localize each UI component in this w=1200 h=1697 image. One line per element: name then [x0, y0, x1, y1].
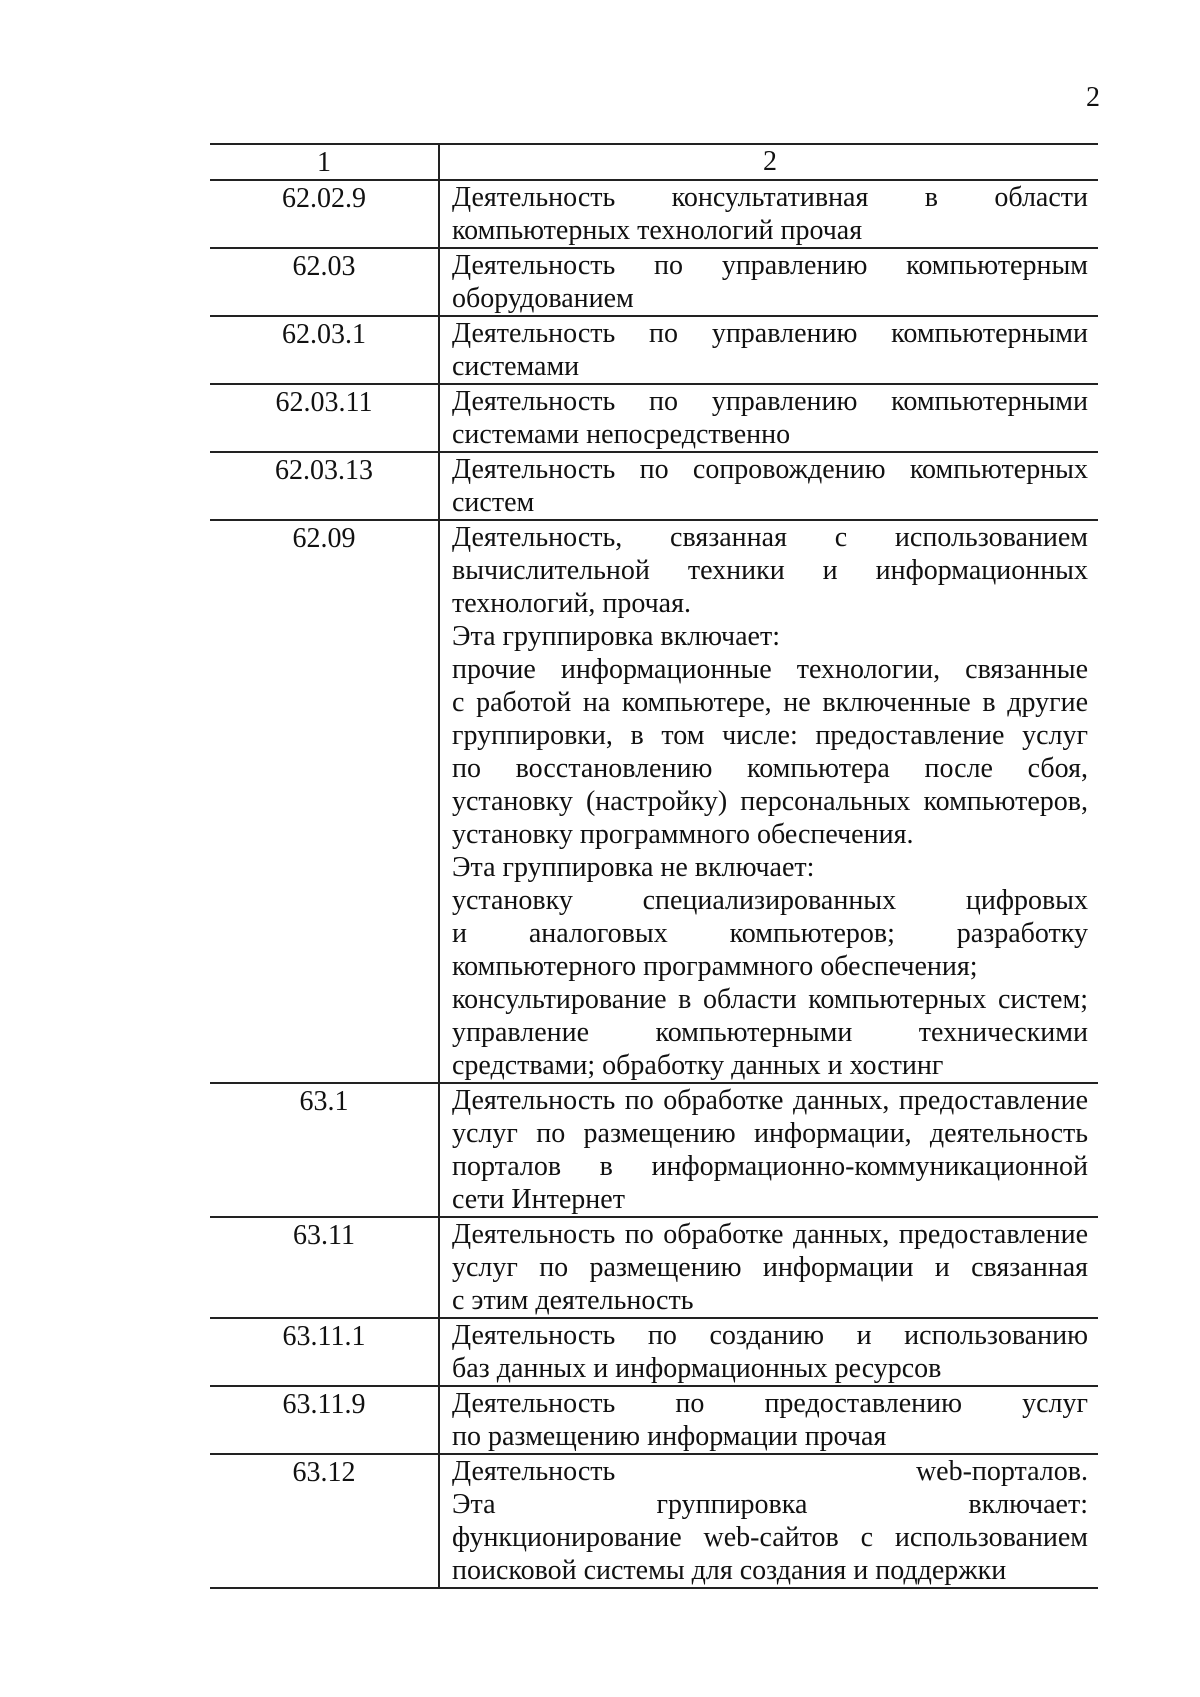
description-line: группировки, в том числе: предоставление услуг [452, 720, 1088, 751]
description-line: компьютерного программного обеспечения; [452, 951, 978, 982]
okved-code-cell: 63.12 [210, 1454, 439, 1588]
description-line: по восстановлению компьютера после сбоя, [452, 753, 1088, 784]
description-line: установку программного обеспечения. [452, 819, 914, 850]
activity-description-cell [439, 316, 1098, 384]
description-line: прочие информационные технологии, связанные [452, 654, 1088, 685]
description-line: и аналоговых компьютеров; разработку [452, 918, 1088, 949]
description-line: Деятельность по созданию и использованию [452, 1320, 1088, 1351]
description-line: Эта группировка включает: [452, 621, 780, 652]
okved-code-cell: 62.03 [210, 248, 439, 316]
description-line: Деятельность по обработке данных, предоставление [452, 1085, 1088, 1116]
activity-description-cell [439, 520, 1098, 1083]
page-number: 2 [1086, 82, 1100, 113]
description-line: Деятельность по предоставлению услуг [452, 1388, 1088, 1419]
description-line: с этим деятельность [452, 1285, 694, 1316]
okved-code-cell: 63.11.1 [210, 1318, 439, 1386]
activity-description-cell [439, 1083, 1098, 1217]
okved-code-cell: 62.03.13 [210, 452, 439, 520]
okved-codes-table [210, 143, 1098, 1589]
description-line: консультирование в области компьютерных систем; [452, 984, 1088, 1015]
activity-description-cell [439, 1386, 1098, 1454]
description-line: Деятельность, связанная с использованием [452, 522, 1088, 553]
table-body [210, 180, 1098, 1588]
okved-code-cell: 62.03.11 [210, 384, 439, 452]
description-line: Деятельность по управлению компьютерными [452, 318, 1088, 349]
description-line: Деятельность по управлению компьютерным [452, 250, 1088, 281]
okved-code-cell: 63.1 [210, 1083, 439, 1217]
okved-code-cell: 62.09 [210, 520, 439, 1083]
description-line: системами непосредственно [452, 419, 791, 450]
table-row [210, 248, 1098, 316]
table-row [210, 1318, 1098, 1386]
table-row [210, 180, 1098, 248]
description-line: услуг по размещению информации и связанная [452, 1252, 1088, 1283]
header-col-2: 2 [439, 144, 1098, 180]
description-line: Деятельность по сопровождению компьютерных [452, 454, 1088, 485]
activity-description-cell [439, 1318, 1098, 1386]
table-row [210, 1217, 1098, 1318]
description-line: сети Интернет [452, 1184, 625, 1215]
description-line: Деятельность по обработке данных, предоставление [452, 1219, 1088, 1250]
description-line: Деятельность консультативная в области [452, 182, 1088, 213]
description-line: средствами; обработку данных и хостинг [452, 1050, 944, 1081]
description-line: Деятельность web-порталов. [452, 1456, 1088, 1487]
activity-description-cell [439, 1217, 1098, 1318]
description-line: Эта группировка включает: [452, 1489, 1088, 1520]
table-row [210, 384, 1098, 452]
description-line: установку (настройку) персональных компьютеров, [452, 786, 1088, 817]
description-line: с работой на компьютере, не включенные в другие [452, 687, 1088, 718]
table-row [210, 452, 1098, 520]
description-line: системами [452, 351, 580, 382]
activity-description-cell [439, 452, 1098, 520]
description-line: функционирование web-сайтов с использованием [452, 1522, 1088, 1553]
description-line: вычислительной техники и информационных [452, 555, 1088, 586]
description-line: установку специализированных цифровых [452, 885, 1088, 916]
activity-description-cell [439, 248, 1098, 316]
okved-code-cell: 63.11.9 [210, 1386, 439, 1454]
description-line: систем [452, 487, 535, 518]
header-col-1: 1 [210, 144, 439, 180]
table-row [210, 520, 1098, 1083]
table-row [210, 1386, 1098, 1454]
description-line: компьютерных технологий прочая [452, 215, 863, 246]
description-line: баз данных и информационных ресурсов [452, 1353, 942, 1384]
description-line: Деятельность по управлению компьютерными [452, 386, 1088, 417]
description-line: управление компьютерными техническими [452, 1017, 1088, 1048]
table-row [210, 1083, 1098, 1217]
okved-code-cell: 63.11 [210, 1217, 439, 1318]
description-line: порталов в информационно-коммуникационной [452, 1151, 1088, 1182]
description-line: услуг по размещению информации, деятельность [452, 1118, 1088, 1149]
activity-description-cell [439, 180, 1098, 248]
description-line: Эта группировка не включает: [452, 852, 815, 883]
table-row [210, 1454, 1098, 1588]
description-line: оборудованием [452, 283, 634, 314]
description-line: по размещению информации прочая [452, 1421, 887, 1452]
description-line: технологий, прочая. [452, 588, 691, 619]
activity-description-cell [439, 1454, 1098, 1588]
okved-code-cell: 62.03.1 [210, 316, 439, 384]
activity-description-cell [439, 384, 1098, 452]
table-row [210, 316, 1098, 384]
table-header-row [210, 144, 1098, 180]
okved-code-cell: 62.02.9 [210, 180, 439, 248]
description-line: поисковой системы для создания и поддержки [452, 1555, 1007, 1586]
